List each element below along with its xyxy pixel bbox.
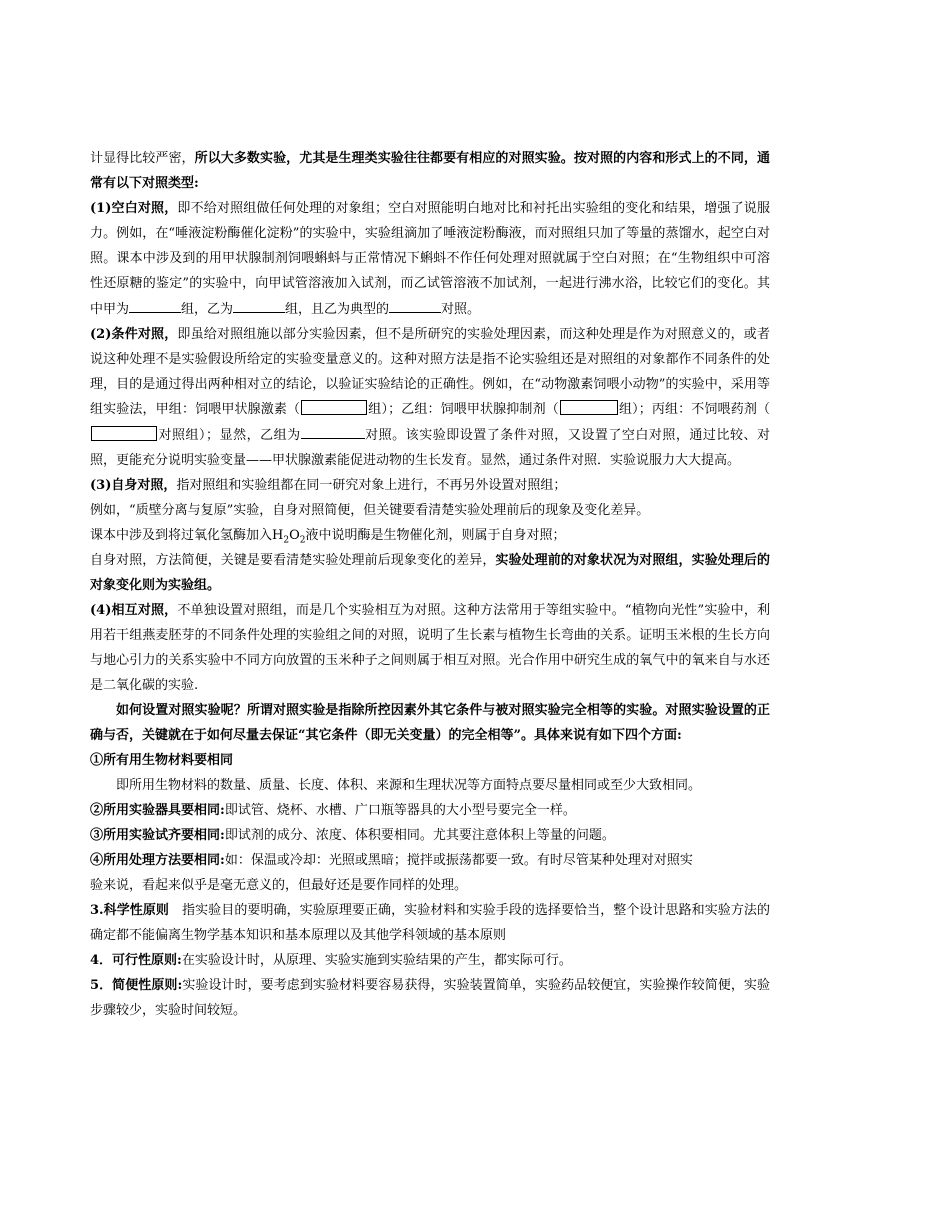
- condition-control-text-2: 组）；乙组：饲喂甲状腺抑制剂（: [368, 402, 559, 417]
- intro-emphasis: 所以大多数实验，尤其是生理类实验往往都要有相应的对照实验。按对照的内容和形式上的不同，通常有以下对照类型:: [90, 151, 770, 191]
- aspect-2-heading: ②所用实验器具要相同:: [90, 803, 225, 818]
- condition-control-text: 即虽给对照组施以部分实验因素，但不是所研究的实验处理因素，而这种处理是作为对照意义的，或者说这种处理不是实验假设所给定的实验变量意义的。这种对照方法是指不论实验组还是对照组的对象都作不同条件的处理，目的是通过得出两种相对立的结论，以验证实验结论的正确性。例如，在“动物激素饲喂小动物”的实验中，采用等组实验法，甲组：饲喂甲状腺激素（: [90, 327, 770, 417]
- principle-3-heading: 3.科学性原则: [90, 903, 169, 918]
- blank-control-text-3: 组，且乙为典型的: [285, 302, 390, 317]
- condition-control-text-3: 组）；丙组：不饲喂药剂（: [618, 402, 770, 417]
- h2o2-text-o: O: [289, 528, 300, 543]
- principle-4: [90, 948, 770, 973]
- self-control-heading: (3)自身对照，: [90, 478, 177, 493]
- principle-5-heading: 5．简便性原则:: [90, 978, 183, 993]
- self-control-example: 例如，“质壁分离与复原”实验，自身对照简便，但关键要看清楚实验处理前后的现象及变化差异。: [90, 503, 650, 518]
- self-control-paragraph: [90, 473, 770, 498]
- self-control-text: 指对照组和实验组都在同一研究对象上进行，不再另外设置对照组；: [176, 478, 567, 493]
- self-control-h2o2: [90, 523, 770, 548]
- condition-control-text-4: 对照组）；显然，乙组为: [158, 428, 301, 443]
- condition-control-paragraph: [90, 322, 770, 473]
- aspect-1-heading: ①所有用生物材料要相同: [90, 753, 234, 768]
- principle-3: [90, 898, 770, 948]
- subscript: 2: [299, 535, 306, 546]
- summary-text: 自身对照，方法简便，关键是要看清楚实验处理前后现象变化的差异，: [90, 553, 496, 568]
- how-to-paragraph: 如何设置对照实验呢？所谓对照实验是指除所控因素外其它条件与被对照实验完全相等的实验。对照实验设置的正确与否，关键就在于如何尽量去保证“其它条件（即无关变量）的完全相等”。具体来说有如下四个方面:: [90, 703, 770, 743]
- condition-control-text-5: 对照。该实验即设置了条件对照，又设置了空白对照，通过比较、对照，更能充分说明实验变量——甲状腺激素能促进动物的生长发育。显然，通过条件对照．实验说服力大大提高。: [90, 428, 770, 468]
- h2o2-text-end: 液中说明酶是生物催化剂，则属于自身对照；: [305, 528, 566, 543]
- h2o2-text: 课本中涉及到将过氧化氢酶加入H: [90, 528, 284, 543]
- principle-4-heading: 4．可行性原则:: [90, 953, 182, 968]
- principle-3-body: 指实验目的要明确，实验原理要正确，实验材料和实验手段的选择要恰当，整个设计思路和实验方法的确定都不能偏离生物学基本知识和基本原理以及其他学科领域的基本原则: [90, 903, 770, 943]
- mutual-control-paragraph: [90, 598, 770, 698]
- aspect-4-continued: 验来说，看起来似乎是毫无意义的，但最好还是要作同样的处理。: [90, 878, 468, 893]
- blank-control-text: 即不给对照组做任何处理的对象组；空白对照能明白地对比和衬托出实验组的变化和结果，增强了说服力。例如，在“唾液淀粉酶催化淀粉”的实验中，实验组滴加了唾液淀粉酶液，而对照组只加了等量的蒸馏水，起空白对照。课本中涉及到的用甲状腺制剂饲喂蝌蚪与正常情况下蝌蚪不作任何处理对照就属于空白对照；在“生物组织中可溶性还原糖的鉴定”的实验中，向甲试管溶液加入试剂，而乙试管溶液不加试剂，一起进行沸水浴，比较它们的变化。其中甲为: [90, 201, 770, 317]
- answer-box[interactable]: [560, 400, 618, 415]
- aspect-2-body: 即试管、烧杯、水槽、广口瓶等器具的大小型号要完全一样。: [224, 803, 576, 818]
- aspect-3: [90, 823, 770, 848]
- blank-control-paragraph: [90, 196, 770, 322]
- intro-text: 计显得比较严密，: [90, 151, 195, 166]
- blank-control-text-4: 对照。: [441, 302, 481, 317]
- principle-4-body: 在实验设计时，从原理、实验实施到实验结果的产生，都实际可行。: [181, 953, 572, 968]
- condition-control-heading: (2)条件对照，: [90, 327, 178, 342]
- answer-box[interactable]: [91, 426, 157, 441]
- mutual-control-text: 不单独设置对照组，而是几个实验相互为对照。这种方法常用于等组实验中。“植物向光性”实验中，利用若干组燕麦胚芽的不同条件处理的实验组之间的对照，说明了生长素与植物生长弯曲的关系。证明玉米根的生长方向与地心引力的关系实验中不同方向放置的玉米种子之间则属于相互对照。光合作用中研究生成的氧气中的氧来自与水还是二氧化碳的实验.: [90, 603, 770, 693]
- aspect-4: [90, 848, 770, 873]
- aspect-4-heading: ④所用处理方法要相同:: [90, 853, 225, 868]
- answer-box[interactable]: [301, 400, 367, 415]
- fill-blank[interactable]: [233, 296, 285, 313]
- aspect-1-body: 即所用生物材料的数量、质量、长度、体积、来源和生理状况等方面特点要尽量相同或至少大致相同。: [116, 778, 702, 793]
- mutual-control-heading: (4)相互对照，: [90, 603, 178, 618]
- aspect-3-body: 即试剂的成分、浓度、体积要相同。尤其要注意体积上等量的问题。: [224, 828, 615, 843]
- intro-paragraph: [90, 146, 770, 196]
- summary-emphasis: 实验处理前的对象状况为对照组，实验处理后的对象变化则为实验组。: [90, 553, 770, 593]
- document-page: [90, 146, 770, 1023]
- principle-5-body: 实验设计时，要考虑到实验材料要容易获得，实验装置简单，实验药品较便宜，实验操作较简便，实验步骤较少，实验时间较短。: [90, 978, 770, 1018]
- aspect-2: [90, 798, 770, 823]
- fill-blank[interactable]: [301, 422, 365, 439]
- fill-blank[interactable]: [389, 296, 441, 313]
- subscript: 2: [283, 535, 290, 546]
- fill-blank[interactable]: [129, 296, 181, 313]
- aspect-4-body: 如：保温或冷却：光照或黑暗；搅拌或振荡都要一致。有时尽管某种处理对对照实: [224, 853, 693, 868]
- blank-control-heading: (1)空白对照，: [90, 201, 178, 216]
- principle-5: [90, 973, 770, 1023]
- blank-control-text-2: 组，乙为: [181, 302, 234, 317]
- aspect-3-heading: ③所用实验试齐要相同:: [90, 828, 225, 843]
- self-control-summary: [90, 548, 770, 598]
